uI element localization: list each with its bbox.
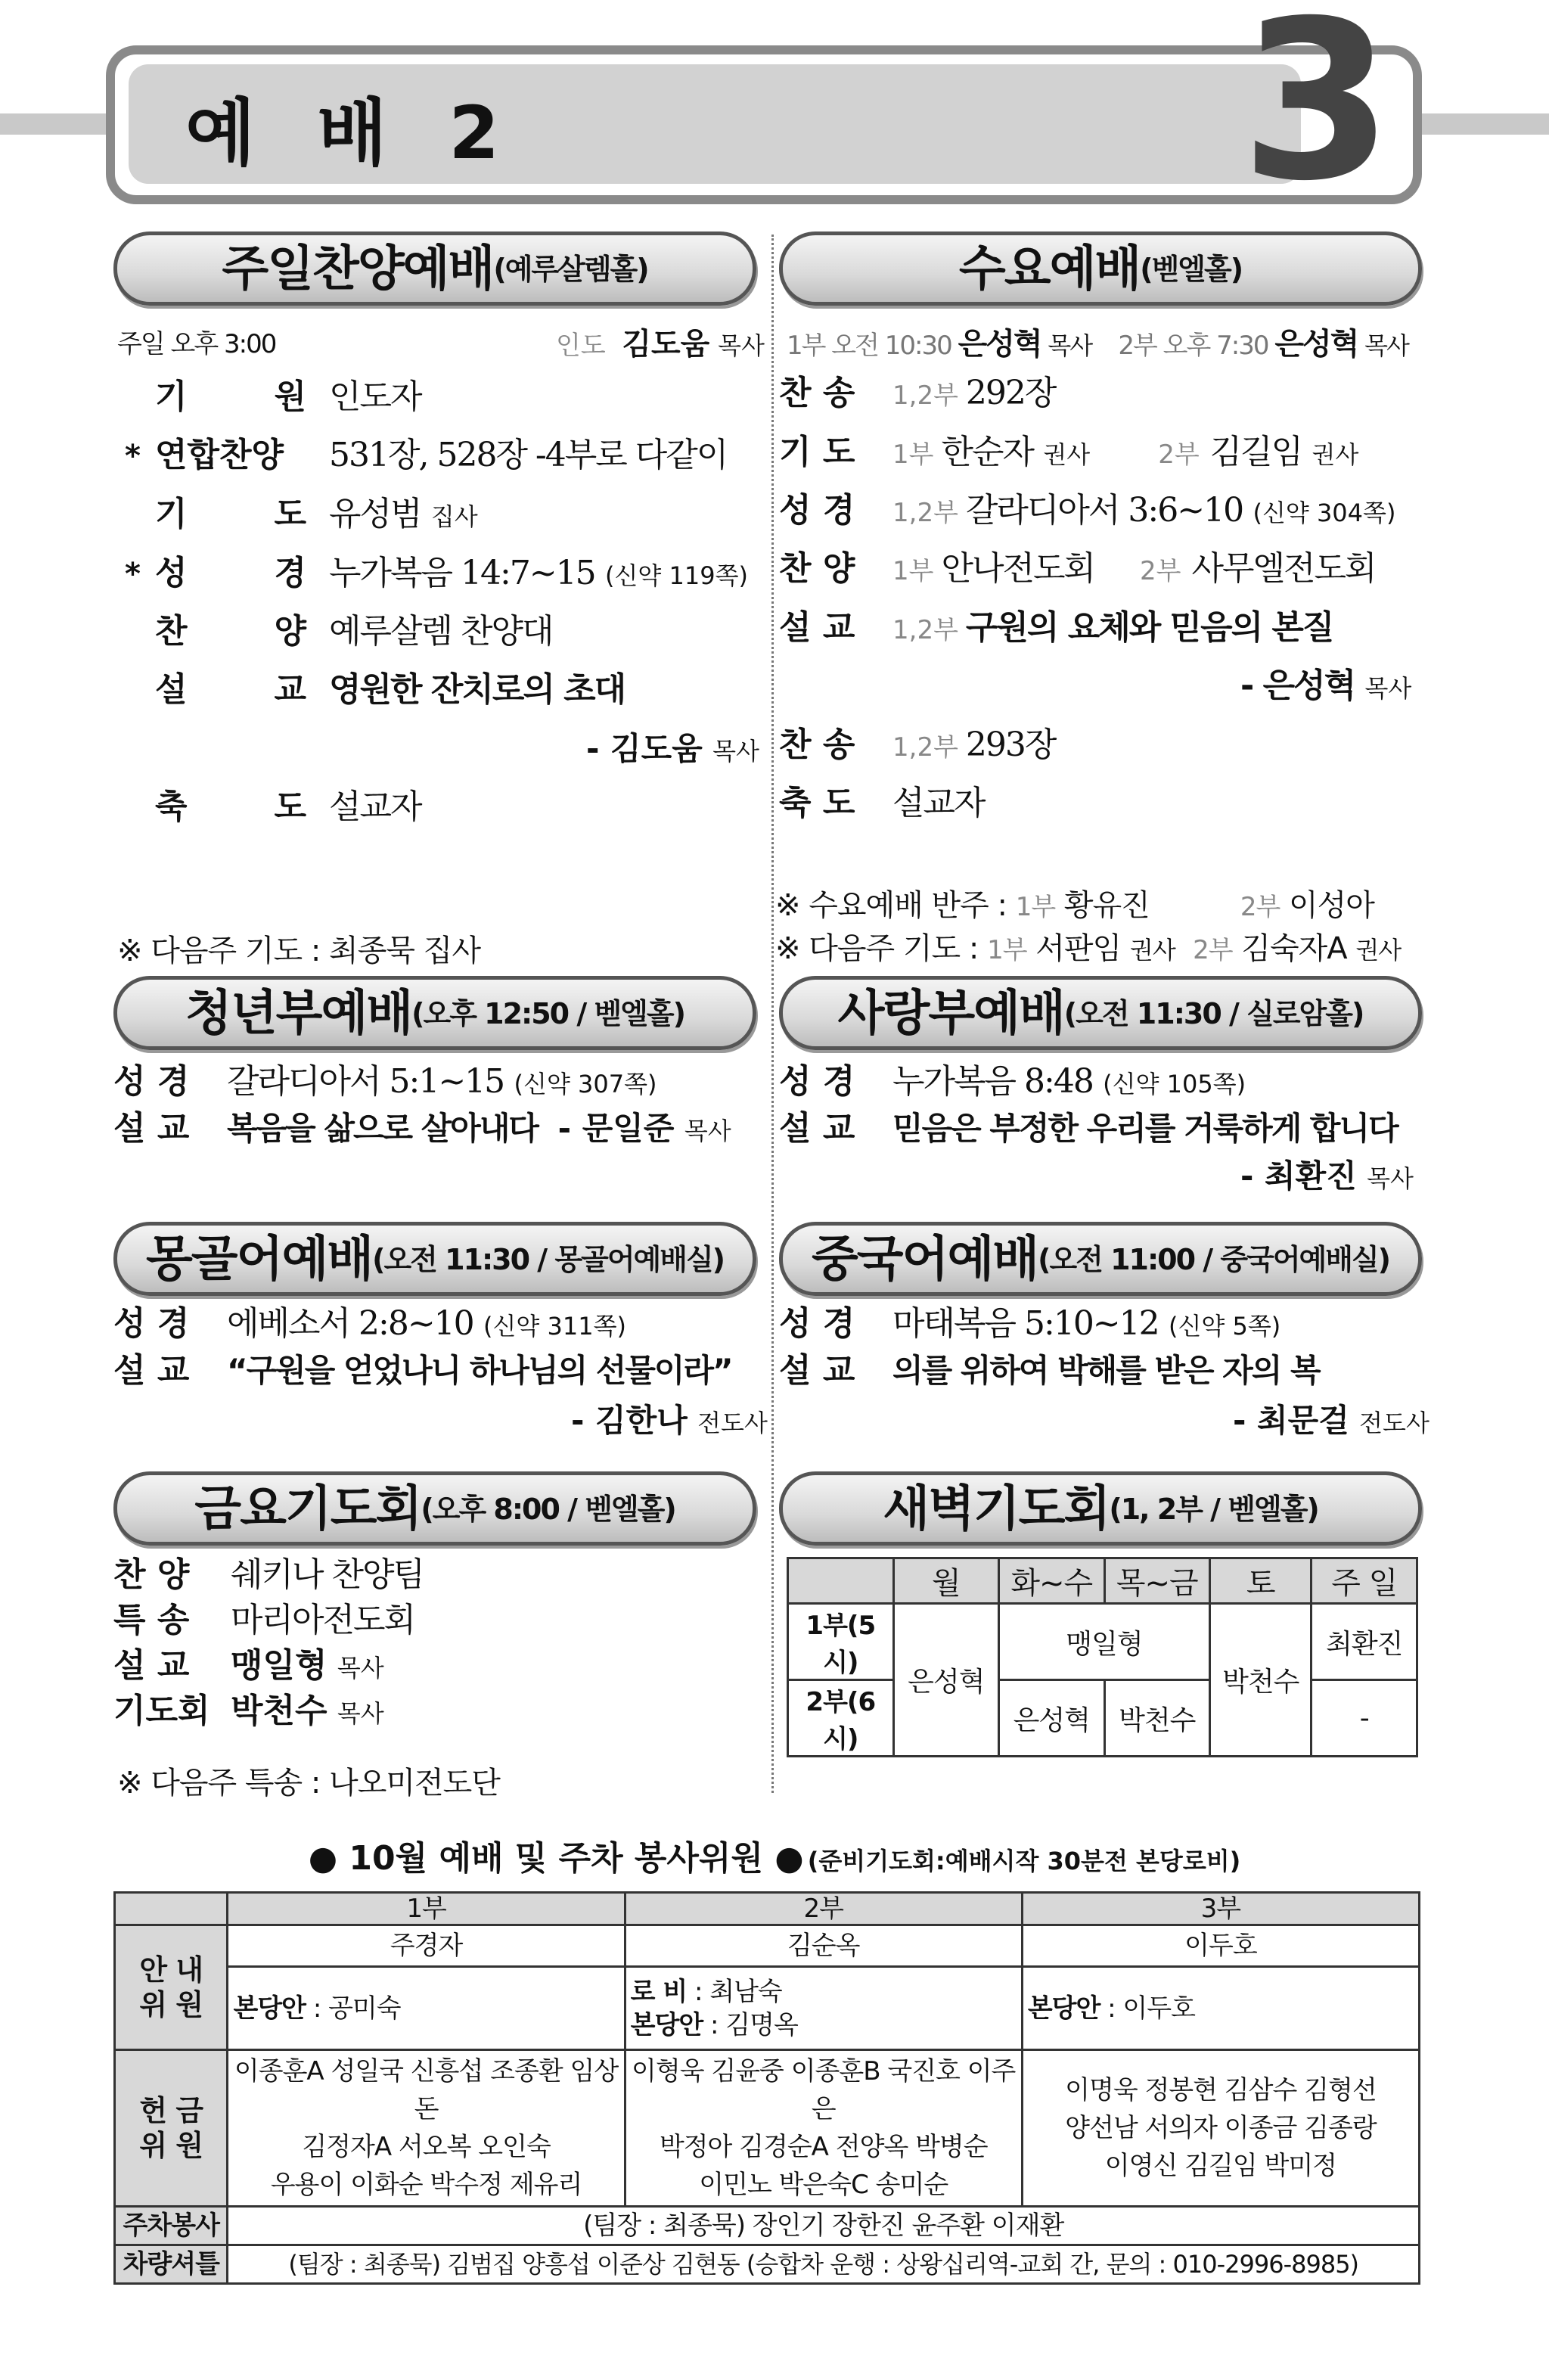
wednesday-item <box>779 605 1333 653</box>
sunday-leader: 인도 김도움 목사 <box>556 327 765 362</box>
friday-item-label: 기도회 <box>113 1692 210 1730</box>
sunday-item-label: 기 원 <box>155 378 306 416</box>
sunday-service-title: 주일찬양예배(예루살렘홀) <box>113 231 756 306</box>
friday-item-value: 쉐키나 찬양팀 <box>231 1555 424 1594</box>
wednesday-item-value: 구원의 요체와 믿음의 본질 <box>965 608 1333 647</box>
wednesday-prayer-note: ※ 다음주 기도 : 1부 서판임 권사 2부 김숙자A 권사 <box>775 931 1402 966</box>
chinese-scripture: 성 경 마태복음 5:10~12 (신약 5쪽) <box>779 1304 1281 1343</box>
wednesday-item-value: 한순자 <box>941 433 1033 471</box>
friday-item-sub: 목사 <box>337 1699 384 1728</box>
sunday-item-label: 설 교 <box>155 670 306 709</box>
friday-item-label: 찬 양 <box>113 1555 190 1594</box>
wednesday-item-label: 설 교 <box>779 608 855 647</box>
guide-head-1: 주경자 <box>228 1925 625 1967</box>
sunday-item <box>586 726 759 774</box>
offering-label: 헌 금 위 원 <box>115 2050 228 2207</box>
friday-item-value: 박천수 <box>231 1692 327 1730</box>
sunday-item-value: - 김도움 <box>586 730 703 767</box>
wednesday-item-sub: 권사 <box>1043 440 1091 469</box>
friday-item <box>113 1689 384 1736</box>
guide-head-2: 김순옥 <box>625 1925 1022 1967</box>
wednesday-item-sub: (신약 304쪽) <box>1253 499 1396 527</box>
wednesday-item-tag: 1,2부 <box>892 615 958 645</box>
offering-3: 이명욱 정봉현 김삼수 김형선 양선남 서의자 이종금 김종랑 이영신 김길임 박미정 <box>1022 2050 1419 2207</box>
sunday-item-sub: 집사 <box>430 502 478 531</box>
dawn-header-tue: 화~수 <box>999 1558 1104 1604</box>
wednesday-item-tag2: 2부 <box>1158 440 1200 470</box>
volunteers-heading <box>0 1831 1549 1879</box>
wednesday-item-value: 안나전도회 <box>941 549 1095 588</box>
wednesday-item-sub2: 권사 <box>1312 440 1359 469</box>
love-scripture: 성 경 누가복음 8:48 (신약 105쪽) <box>779 1062 1246 1101</box>
friday-item <box>113 1552 424 1598</box>
wednesday-item-label: 축 도 <box>779 784 855 822</box>
sunday-item-value: 예루살렘 찬양대 <box>329 612 553 651</box>
sunday-item <box>125 492 478 539</box>
wednesday-item-value2: 사무엘전도회 <box>1191 549 1376 588</box>
wednesday-item-tag2: 2부 <box>1140 556 1181 586</box>
friday-note: ※ 다음주 특송 : 나오미전도단 <box>117 1766 500 1801</box>
volunteers-header-3: 3부 <box>1022 1893 1419 1925</box>
wednesday-item <box>779 430 1358 477</box>
volunteers-subtitle: (준비기도회:예배시작 30분전 본당로비) <box>807 1847 1241 1875</box>
wednesday-item-tag: 1,2부 <box>892 732 958 763</box>
sunday-item-label: 찬 양 <box>155 612 306 651</box>
friday-item-value: 마리아전도회 <box>231 1601 415 1639</box>
sunday-note: ※ 다음주 기도 : 최종묵 집사 <box>117 934 480 968</box>
mongol-preacher: - 김한나 전도사 <box>571 1402 768 1439</box>
chinese-sermon: 설 교 의를 위하여 박해를 받은 자의 복 <box>779 1351 1320 1390</box>
volunteers-corner <box>115 1893 228 1925</box>
love-preacher: - 최환진 목사 <box>1240 1157 1414 1195</box>
wednesday-item-value: 292장 <box>965 374 1056 412</box>
wednesday-item-value: 갈라디아서 3:6~10 <box>965 491 1243 530</box>
wednesday-item-value: 설교자 <box>892 784 985 822</box>
wednesday-item-label: 성 경 <box>779 491 855 530</box>
dawn-header-thu: 목~금 <box>1104 1558 1209 1604</box>
sunday-item-sub: (신약 119쪽) <box>605 561 748 590</box>
dawn-row-1: 1부(5시) <box>788 1604 894 1680</box>
guide-1-detail: 본당안 : 공미숙 <box>228 1967 625 2050</box>
chinese-preacher: - 최문걸 전도사 <box>1233 1402 1429 1439</box>
wednesday-item-tag: 1,2부 <box>892 381 958 411</box>
wednesday-service-title: 수요예배(벧엘홀) <box>779 231 1422 306</box>
dawn-mon-cell: 은성혁 <box>893 1604 998 1757</box>
sunday-item-label: 연합찬양 <box>155 436 284 474</box>
wednesday-item <box>779 546 1376 594</box>
guide-head-3: 이두호 <box>1022 1925 1419 1967</box>
sunday-item <box>125 785 421 830</box>
friday-item-label: 설 교 <box>113 1646 190 1685</box>
friday-item-label: 특 송 <box>113 1601 190 1639</box>
dawn-sun-2: - <box>1312 1680 1417 1757</box>
column-divider <box>771 235 774 1793</box>
wednesday-item-value2: 김길임 <box>1209 433 1302 471</box>
shuttle-team: (팀장 : 최종묵) 김범집 양흥섭 이준상 김현동 (승합차 운행 : 상왕십리역-교회 간, 문의 : 010-2996-8985) <box>228 2245 1420 2284</box>
wednesday-item <box>1240 663 1411 711</box>
wednesday-item-label: 찬 송 <box>779 725 855 764</box>
sunday-item-label: 축 도 <box>155 788 306 826</box>
offering-2: 이형욱 김윤중 이종훈B 국진호 이주은 박정아 김경순A 전양옥 박병순 이민노 박은숙C 송미순 <box>625 2050 1022 2207</box>
volunteers-table <box>113 1891 1420 2285</box>
sunday-time: 주일 오후 3:00 <box>117 329 276 359</box>
sunday-item-value: 유성범 <box>329 495 421 533</box>
wednesday-item-label: 찬 양 <box>779 549 855 588</box>
wednesday-item-value: - 은성혁 <box>1240 666 1355 705</box>
dawn-sun-1: 최환진 <box>1312 1604 1417 1680</box>
chinese-service-title: 중국어예배(오전 11:00 / 중국어예배실) <box>779 1222 1422 1296</box>
dawn-thu-2: 박천수 <box>1104 1680 1209 1757</box>
parking-label: 주차봉사 <box>115 2207 228 2245</box>
shuttle-label: 차량셔틀 <box>115 2245 228 2284</box>
page-title: 예 배 2 <box>185 91 518 176</box>
dawn-header-sun: 주 일 <box>1312 1558 1417 1604</box>
wednesday-item <box>779 781 985 826</box>
sunday-item-label: 기 도 <box>155 495 306 533</box>
mongol-sermon: 설 교 “구원을 얻었나니 하나님의 선물이라” <box>113 1351 732 1390</box>
wednesday-item-value: 293장 <box>965 725 1056 764</box>
wednesday-times: 1부 오전 10:30 은성혁 목사 2부 오후 7:30 은성혁 목사 <box>787 327 1408 362</box>
sunday-item <box>125 433 727 479</box>
dawn-schedule-table <box>787 1557 1418 1757</box>
mongol-scripture: 성 경 에베소서 2:8~10 (신약 311쪽) <box>113 1304 626 1343</box>
sunday-item <box>125 374 421 420</box>
sunday-item <box>125 667 625 713</box>
sunday-item-value: 531장, 528장 -4부로 다같이 <box>329 436 728 474</box>
volunteers-header-1: 1부 <box>228 1893 625 1925</box>
dawn-prayer-title: 새벽기도회(1, 2부 / 벧엘홀) <box>779 1471 1422 1546</box>
dawn-corner-cell <box>788 1558 894 1604</box>
mongol-service-title: 몽골어예배(오전 11:30 / 몽골어예배실) <box>113 1222 756 1296</box>
page-number: 3 <box>1240 0 1393 229</box>
parking-team: (팀장 : 최종묵) 장인기 장한진 윤주환 이재환 <box>228 2207 1420 2245</box>
youth-scripture: 성 경 갈라디아서 5:1~15 (신약 307쪽) <box>113 1062 657 1101</box>
sunday-item <box>125 551 748 598</box>
guide-label: 안 내 위 원 <box>115 1925 228 2050</box>
friday-prayer-title: 금요기도회(오후 8:00 / 벧엘홀) <box>113 1471 756 1546</box>
friday-item-value: 맹일형 <box>231 1646 327 1685</box>
dawn-sat-cell: 박천수 <box>1209 1604 1312 1757</box>
guide-3-detail: 본당안 : 이두호 <box>1022 1967 1419 2050</box>
sunday-item-sub: 목사 <box>712 737 759 766</box>
wednesday-item-sub: 목사 <box>1364 674 1412 703</box>
friday-item <box>113 1598 414 1643</box>
love-sermon: 설 교 믿음은 부정한 우리를 거룩하게 합니다 <box>779 1109 1398 1148</box>
dawn-header-mon: 월 <box>893 1558 998 1604</box>
wednesday-item-tag: 1부 <box>892 440 934 470</box>
sunday-item-value: 설교자 <box>329 788 421 826</box>
sunday-item-value: 인도자 <box>329 378 421 416</box>
youth-service-title: 청년부예배(오후 12:50 / 벧엘홀) <box>113 976 756 1050</box>
wednesday-item <box>779 371 1055 418</box>
friday-item <box>113 1643 384 1691</box>
sunday-item-value: 영원한 잔치로의 초대 <box>329 670 625 709</box>
wednesday-item-label: 찬 송 <box>779 374 855 412</box>
friday-item-sub: 목사 <box>337 1654 384 1682</box>
dawn-row-2: 2부(6시) <box>788 1680 894 1757</box>
youth-sermon: 설 교 복음을 삶으로 살아내다 - 문일준 목사 <box>113 1109 731 1148</box>
dawn-header-sat: 토 <box>1209 1558 1312 1604</box>
sunday-item-star: * <box>125 439 141 474</box>
volunteers-header-2: 2부 <box>625 1893 1022 1925</box>
offering-1: 이종훈A 성일국 신흥섭 조종환 임상돈 김정자A 서오복 오인숙 우용이 이화순 박수정 제유리 <box>228 2050 625 2207</box>
wednesday-item <box>779 722 1055 770</box>
dawn-tue-2: 은성혁 <box>999 1680 1104 1757</box>
sunday-item-star: * <box>125 557 141 592</box>
dawn-tue-thu-1: 맹일형 <box>999 1604 1210 1680</box>
volunteers-title: ● 10월 예배 및 주차 봉사위원 ● <box>308 1839 804 1878</box>
love-service-title: 사랑부예배(오전 11:30 / 실로암홀) <box>779 976 1422 1050</box>
guide-2-detail: 로 비 : 최남숙 본당안 : 김명옥 <box>625 1967 1022 2050</box>
sunday-item-label: 성 경 <box>155 554 306 592</box>
wednesday-item <box>779 488 1395 536</box>
sunday-item <box>125 609 553 654</box>
wednesday-item-tag: 1부 <box>892 556 934 586</box>
wednesday-item-label: 기 도 <box>779 433 855 471</box>
sunday-item-value: 누가복음 14:7~15 <box>329 554 595 592</box>
wednesday-accompanist-note: ※ 수요예배 반주 : 1부 황유진 2부 이성아 <box>775 888 1374 923</box>
wednesday-item-tag: 1,2부 <box>892 498 958 528</box>
